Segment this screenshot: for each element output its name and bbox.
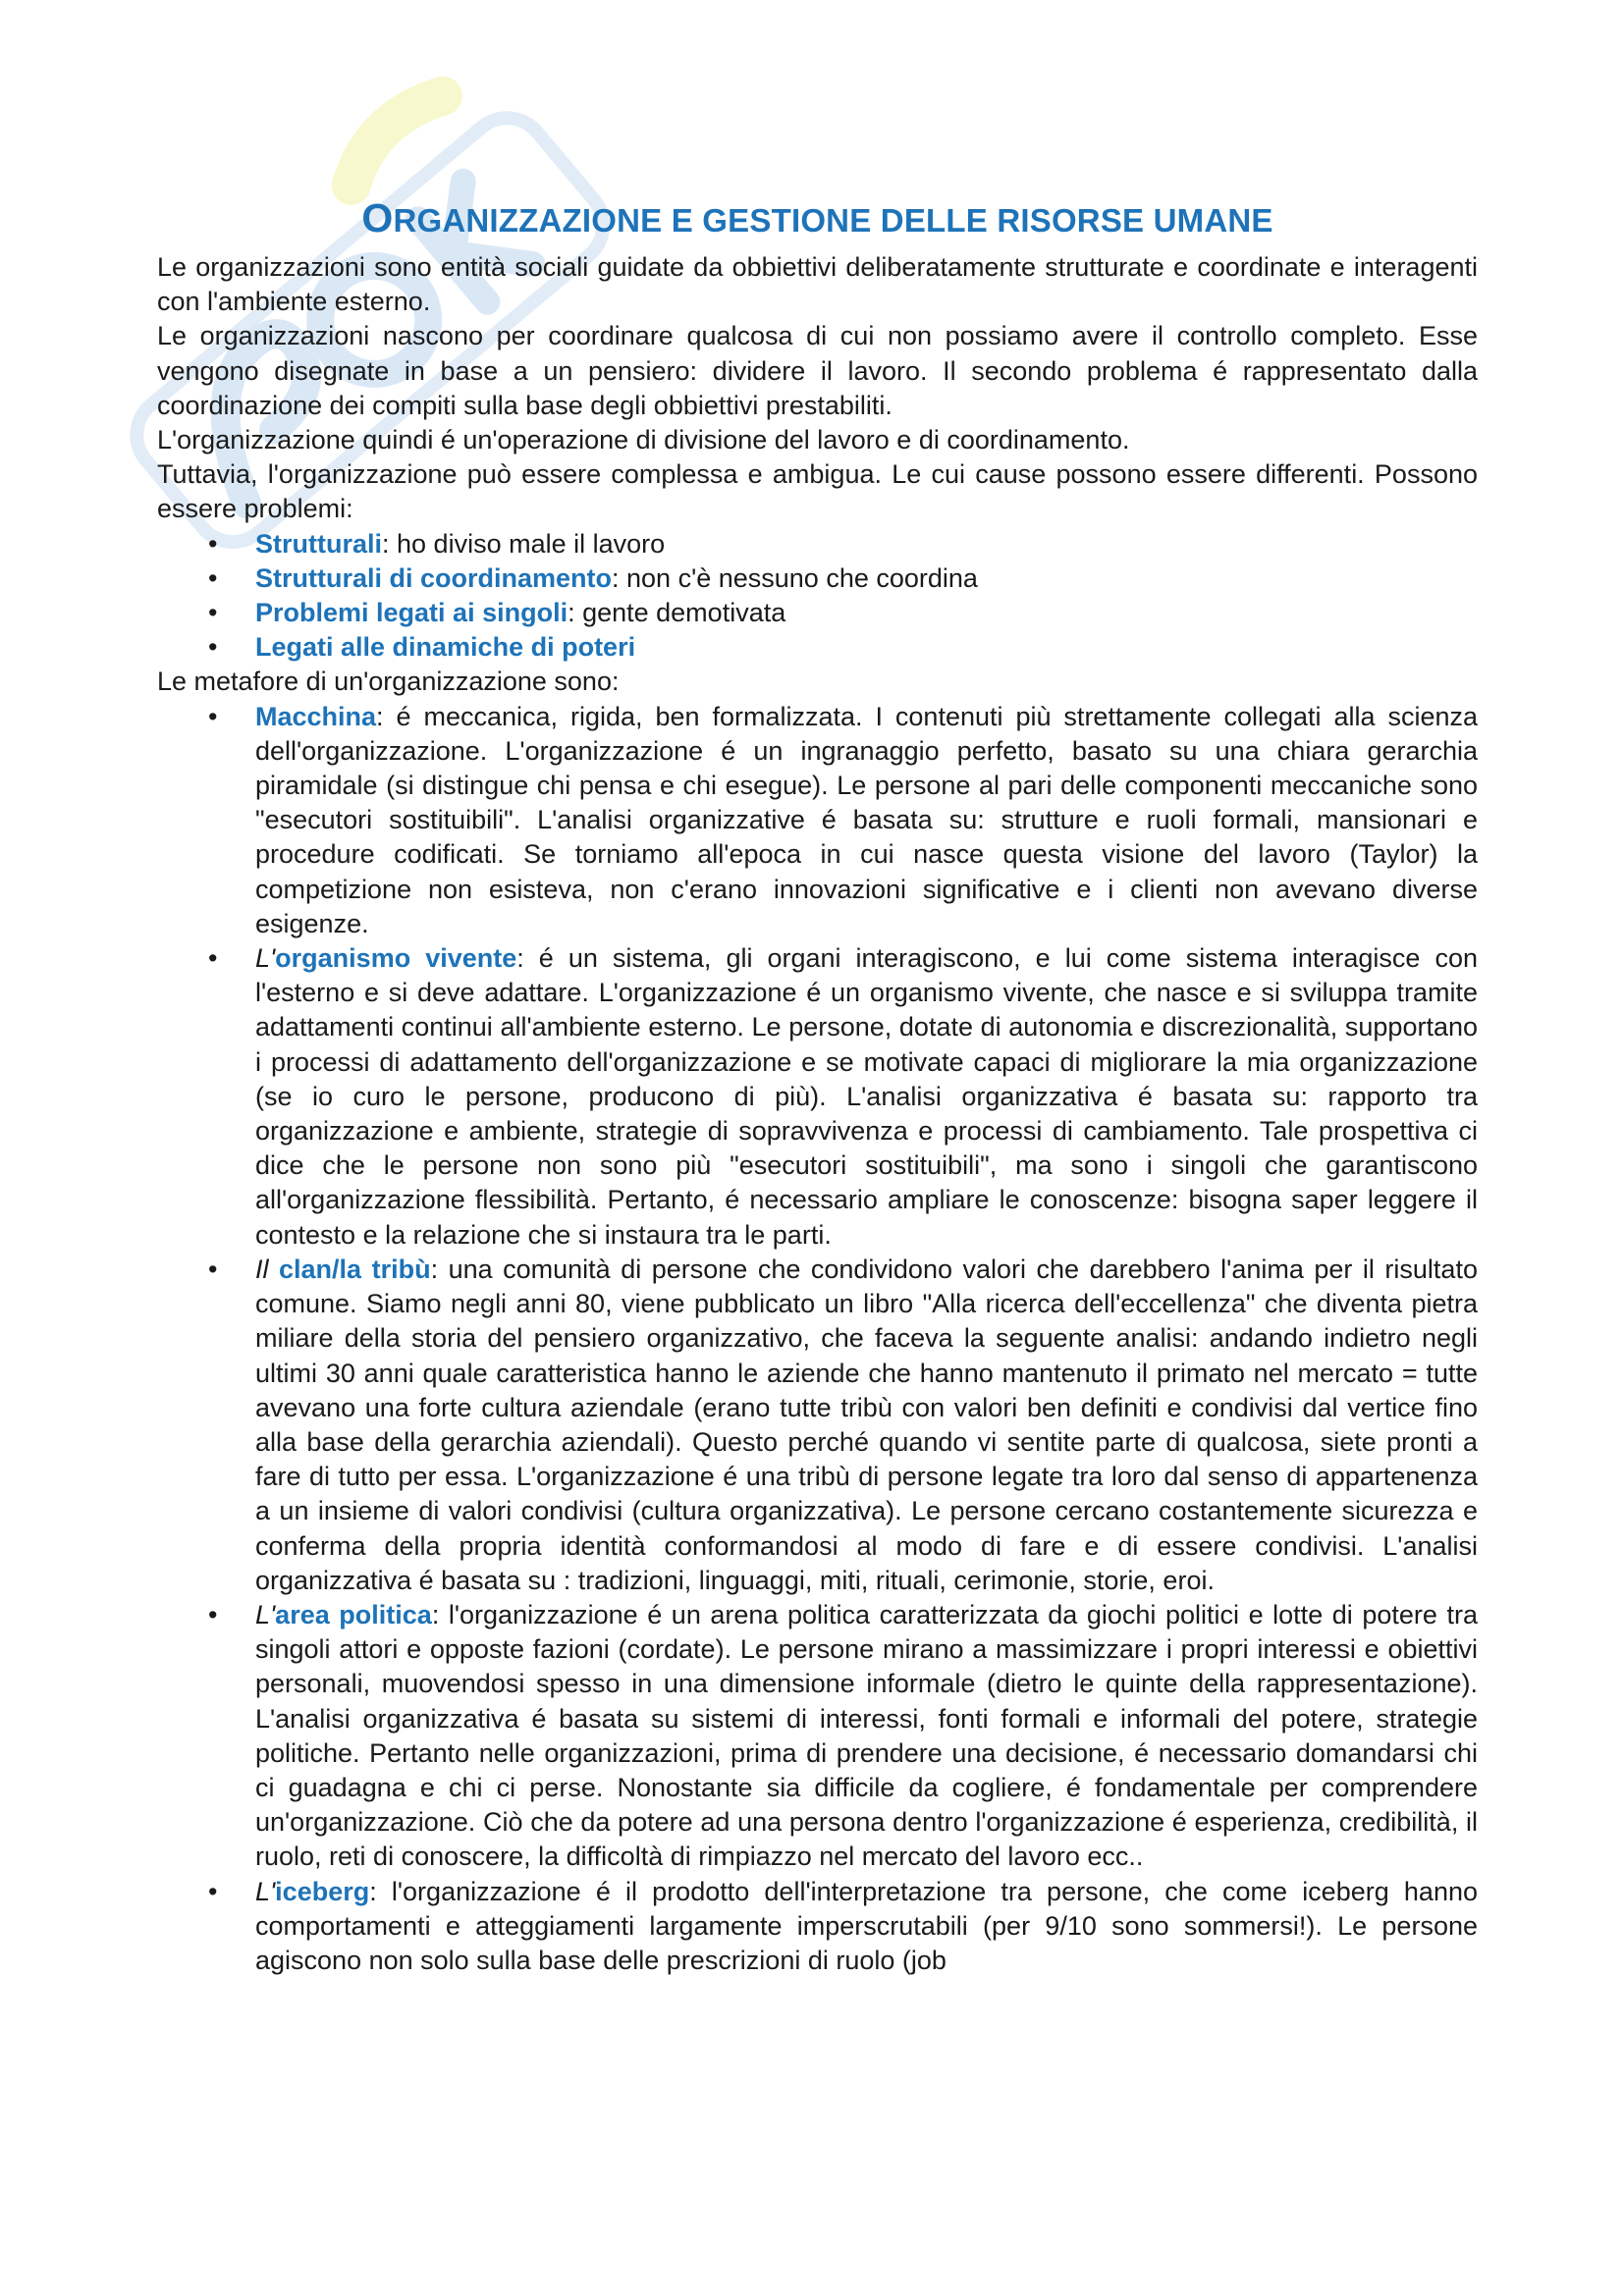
problem-text: : gente demotivata [568, 598, 786, 628]
list-item [157, 561, 1478, 596]
problem-term: Strutturali di coordinamento [255, 562, 613, 593]
metaphor-text: : é un sistema, gli organi interagiscono, e lui come sistema interagisce con l'esterno e si deve adattare. L'organizzazione é un organismo vivente, che nasce e si sviluppa tramite adattamenti continui all'ambiente esterno. Le persone, dotate di autonomia e discrezionalità, supportano i processi di adattamento dell'organizzazione e se motivate capaci di migliorare la mia organizzazione (se io curo le persone, producono di più). L'analisi organizzativa é basata su: rapporto tra organizzazione e ambiente, strategie di sopravvivenza e processi di cambiamento. Tale prospettiva ci dice che le persone non sono più "esecutori sostituibili", ma sono i singoli che garantiscono all'organizzazione flessibilità. Pertanto, é necessario ampliare le conoscenze: bisogna saper leggere il contesto e la relazione che si instaura tra le parti. [255, 943, 1478, 1250]
metaphor-article: L' [255, 1599, 276, 1629]
intro-paragraph-1: Le organizzazioni sono entità sociali guidate da obbiettivi deliberatamente strutturate e coordinate e interagenti con l'ambiente esterno. [157, 252, 1478, 317]
list-item [157, 700, 1478, 941]
list-item [157, 527, 1478, 561]
document-body [157, 196, 1478, 1978]
problem-term: Problemi legati ai singoli [255, 598, 568, 628]
intro-paragraph-2: Le organizzazioni nascono per coordinare qualcosa di cui non possiamo avere il controllo completo. Esse vengono disegnate in base a un pensiero: dividere il lavoro. Il secondo problema é rappresentato dalla coordinazione dei compiti sulla base degli obbiettivi prestabiliti. [157, 321, 1478, 420]
metaphors-intro: Le metafore di un'organizzazione sono: [157, 667, 620, 697]
problem-text: : non c'è nessuno che coordina [612, 562, 978, 593]
list-item [157, 1253, 1478, 1598]
list-item [157, 941, 1478, 1253]
list-item [157, 596, 1478, 630]
metaphor-term: area politica [275, 1599, 432, 1629]
intro-paragraph-3: L'organizzazione quindi é un'operazione di divisione del lavoro e di coordinamento. [157, 425, 1130, 455]
metaphor-term: organismo vivente [275, 943, 517, 974]
metaphor-text: : l'organizzazione é il prodotto dell'interpretazione tra persone, che come iceberg hanno comportamenti e atteggiamenti largamente imperscrutabili (per 9/10 sono sommersi!). Le persone agiscono non solo sulla base delle prescrizioni di ruolo (job [255, 1876, 1478, 1975]
problem-text: : ho diviso male il lavoro [382, 528, 666, 559]
list-item [157, 630, 1478, 665]
metaphor-text: : l'organizzazione é un arena politica caratterizzata da giochi politici e lotte di potere tra singoli attori e opposte fazioni (cordate). Le persone mirano a massimizzare i propri interessi e obiettivi personali, muovendosi spesso in una dimensione informale (dietro le quinte della rappresentazione). L'analisi organizzativa é basata su sistemi di interessi, fonti formali e informali del potere, strategie politiche. Pertanto nelle organizzazioni, prima di prendere una decisione, é necessario domandarsi chi ci guadagna e chi ci perse. Nonostante sia difficile da cogliere, é fondamentale per comprendere un'organizzazione. Ciò che da potere ad una persona dentro l'organizzazione é esperienza, credibilità, il ruolo, reti di conoscere, la difficoltà di rimpiazzo nel mercato del lavoro ecc.. [255, 1599, 1478, 1872]
metaphor-text: : una comunità di persone che condividono valori che darebbero l'anima per il risultato comune. Siamo negli anni 80, viene pubblicato un libro "Alla ricerca dell'eccellenza" che diventa pietra miliare della storia del pensiero organizzativo, che faceva la seguente analisi: andando indietro negli ultimi 30 anni quale caratteristica hanno le aziende che hanno mantenuto il primato nel mercato = tutte avevano una forte cultura aziendale (erano tutte tribù con valori ben definiti e condivisi dal vertice fino alla base della gerarchia aziendali). Questo perché quando vi sentite parte di qualcosa, siete pronti a fare di tutto per essa. L'organizzazione é una tribù di persone legate tra loro dal senso di appartenenza a un insieme di valori condivisi (cultura organizzativa). Le persone cercano costantemente sicurezza e conferma della propria identità conformandosi al modo di fare e di essere condivisi. L'analisi organizzativa é basata su : tradizioni, linguaggi, miti, rituali, cerimonie, storie, eroi. [255, 1254, 1478, 1595]
problem-term: Legati alle dinamiche di poteri [255, 632, 636, 663]
metaphor-term: Macchina [255, 701, 377, 731]
title-first-letter: O [361, 195, 394, 240]
metaphor-text: : é meccanica, rigida, ben formalizzata. I contenuti più strettamente collegati alla scienza dell'organizzazione. L'organizzazione é un ingranaggio perfetto, basato su una chiara gerarchia piramidale (si distingue chi pensa e chi esegue). Le persone al pari delle componenti meccaniche sono "esecutori sostituibili". L'analisi organizzative é basata su: strutture e ruoli formali, mansionari e procedure codificati. Se torniamo all'epoca in cui nasce questa visione del lavoro (Taylor) la competizione non esisteva, non c'erano innovazioni significative e i clienti non avevano diverse esigenze. [255, 701, 1478, 938]
metaphor-article: Il [255, 1254, 280, 1284]
title-rest: RGANIZZAZIONE E GESTIONE DELLE RISORSE UMANE [393, 202, 1273, 239]
metaphor-term: clan/la tribù [279, 1254, 431, 1284]
problems-list [157, 527, 1478, 666]
intro-paragraph-4: Tuttavia, l'organizzazione può essere complessa e ambigua. Le cui cause possono essere differenti. Possono essere problemi: [157, 459, 1478, 524]
page-title [157, 196, 1478, 242]
list-item [157, 1598, 1478, 1875]
metaphor-article: L' [255, 943, 276, 974]
problem-term: Strutturali [255, 528, 383, 559]
metaphors-list [157, 700, 1478, 1979]
list-item [157, 1875, 1478, 1979]
metaphor-term: iceberg [275, 1876, 370, 1906]
metaphor-article: L' [255, 1876, 276, 1906]
